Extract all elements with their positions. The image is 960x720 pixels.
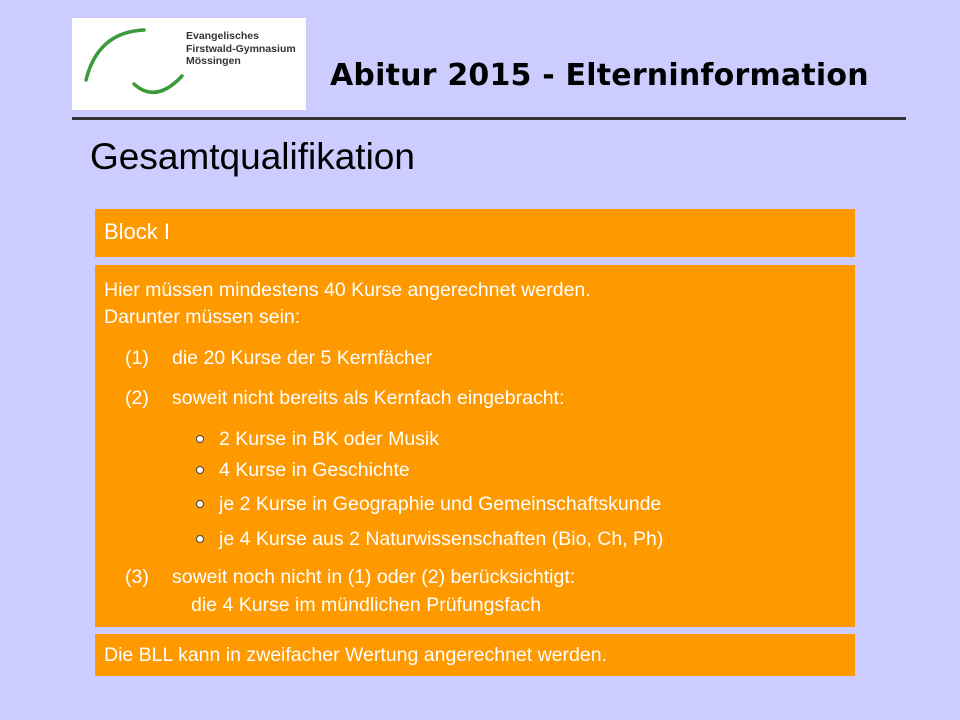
title-divider <box>72 117 906 120</box>
school-logo <box>72 18 306 110</box>
bullet-item-3: je 2 Kurse in Geographie und Gemeinschaftskunde <box>219 493 662 515</box>
section-title: Gesamtqualifikation <box>90 136 415 177</box>
block-header-label: Block I <box>104 219 171 244</box>
bll-note-text: Die BLL kann in zweifacher Wertung angerechnet werden. <box>104 644 607 666</box>
item-2-text: soweit nicht bereits als Kernfach eingebracht: <box>172 387 565 409</box>
item-1-text: die 20 Kurse der 5 Kernfächer <box>172 347 433 369</box>
page-title: Abitur 2015 - Elterninformation <box>330 58 869 93</box>
bullet-icon <box>196 535 204 543</box>
bullet-icon <box>196 500 204 508</box>
bullet-item-4: je 4 Kurse aus 2 Naturwissenschaften (Bio, Ch, Ph) <box>219 528 664 550</box>
intro-line-2: Darunter müssen sein: <box>104 306 301 328</box>
item-3-text-continued: die 4 Kurse im mündlichen Prüfungsfach <box>191 594 542 616</box>
item-1-number: (1) <box>125 347 149 369</box>
item-3-text: soweit noch nicht in (1) oder (2) berücksichtigt: <box>172 566 576 588</box>
item-2-number: (2) <box>125 387 149 409</box>
bullet-icon <box>196 466 204 474</box>
block-header-box <box>95 209 855 257</box>
intro-line-1: Hier müssen mindestens 40 Kurse angerechnet werden. <box>104 279 591 301</box>
bullet-icon <box>196 435 204 443</box>
logo-line-3: Mössingen <box>186 55 241 67</box>
bullet-item-1: 2 Kurse in BK oder Musik <box>219 428 440 450</box>
item-3-number: (3) <box>125 566 149 588</box>
block-content-box <box>95 265 855 627</box>
logo-line-1: Evangelisches <box>186 30 259 42</box>
bll-note-box <box>95 634 855 676</box>
logo-text <box>186 30 296 68</box>
bullet-item-2: 4 Kurse in Geschichte <box>219 459 410 481</box>
logo-line-2: Firstwald-Gymnasium <box>186 42 296 55</box>
